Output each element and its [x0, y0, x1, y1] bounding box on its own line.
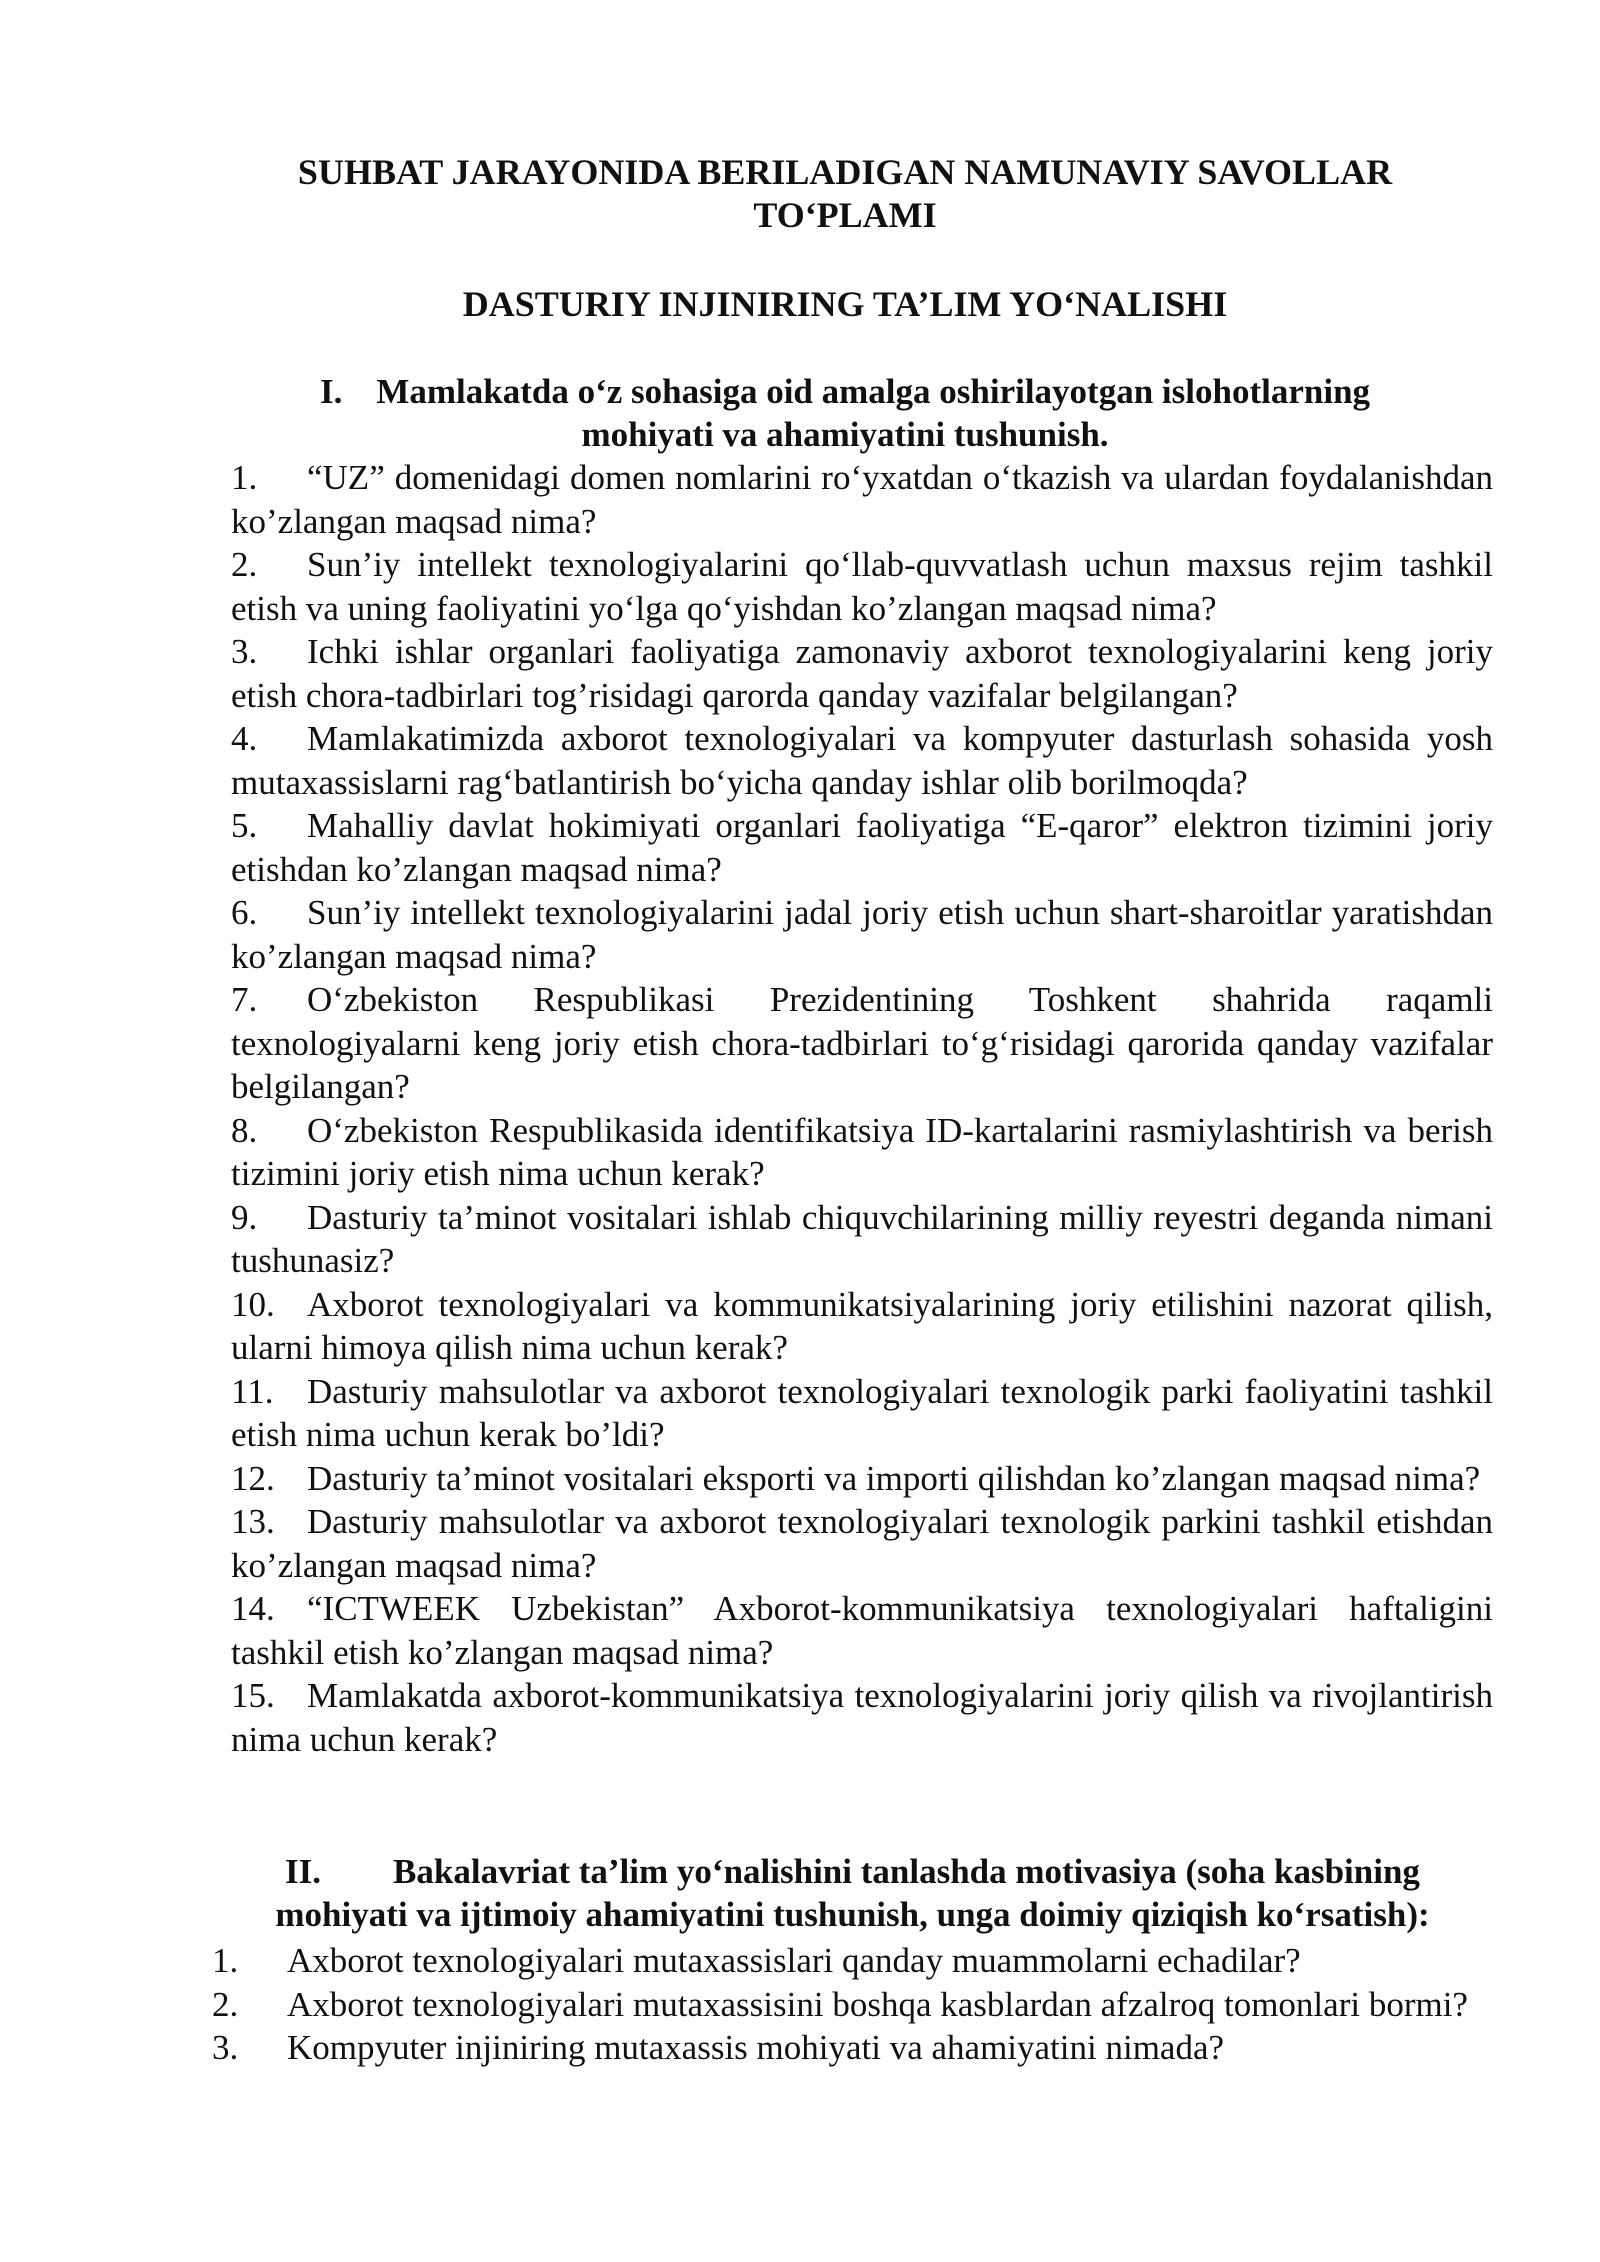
question-number: 3. [212, 2028, 239, 2067]
question-text: Mamlakatda axborot-kommunikatsiya texnologiyalarini joriy qilish va rivojlantirish nima uchun kerak? [231, 1676, 1493, 1759]
section-1-heading-text-1: Mamlakatda o‘z sohasiga oid amalga oshirilayotgan islohotlarning [376, 372, 1371, 411]
section-2-heading [212, 1850, 1493, 1936]
section-2-number: II. [285, 1852, 322, 1891]
section-1-question-list [231, 456, 1493, 1761]
question-text: Mahalliy davlat hokimiyati organlari faoliyatiga “E-qaror” elektron tizimini joriy etishdan ko’zlangan maqsad nima? [231, 806, 1493, 889]
question-number: 12. [231, 1458, 275, 1498]
question-text: Kompyuter injiniring mutaxassis mohiyati va ahamiyatini nimada? [287, 2028, 1225, 2067]
question-text: Dasturiy mahsulotlar va axborot texnologiyalari texnologik parkini tashkil etishdan ko’zlangan maqsad nima? [231, 1502, 1493, 1585]
question-item [212, 2026, 1493, 2070]
question-number: 9. [231, 1197, 258, 1237]
question-item [231, 1370, 1493, 1457]
question-item [231, 1587, 1493, 1674]
question-text: Axborot texnologiyalari va kommunikatsiyalarining joriy etilishini nazorat qilish, ularni himoya qilish nima uchun kerak? [231, 1284, 1493, 1367]
question-text: O‘zbekiston Respublikasi Prezidentining Toshkent shahrida raqamli texnologiyalarni keng joriy etish chora-tadbirlari to‘g‘risidagi qarorida qanday vazifalar belgilangan? [231, 980, 1493, 1106]
question-item [212, 1939, 1493, 1983]
question-item [231, 804, 1493, 891]
question-item [231, 978, 1493, 1109]
question-item [231, 891, 1493, 978]
question-number: 14. [231, 1589, 275, 1628]
question-item [231, 1457, 1493, 1501]
section-2-question-list [212, 1939, 1493, 2070]
title-line-1: SUHBAT JARAYONIDA BERILADIGAN NAMUNAVIY SAVOLLAR [297, 152, 1393, 192]
question-number: 15. [231, 1676, 275, 1715]
question-number: 10. [231, 1284, 275, 1324]
section-1-heading-line-1 [230, 370, 1460, 413]
section-1-heading-line-2: mohiyati va ahamiyatini tushunish. [581, 415, 1109, 454]
question-number: 7. [231, 980, 258, 1019]
question-item [231, 1196, 1493, 1283]
question-number: 1. [212, 1941, 239, 1980]
question-text: Dasturiy mahsulotlar va axborot texnologiyalari texnologik parki faoliyatini tashkil etish nima uchun kerak bo’ldi? [231, 1371, 1493, 1454]
question-text: Ichki ishlar organlari faoliyatiga zamonaviy axborot texnologiyalarini keng joriy etish chora-tadbirlari tog’risidagi qarorda qanday vazifalar belgilangan? [231, 632, 1493, 715]
question-text: Dasturiy ta’minot vositalari ishlab chiquvchilarining milliy reyestri deganda nimani tushunasiz? [231, 1197, 1493, 1280]
question-number: 5. [231, 806, 258, 845]
question-number: 1. [231, 458, 258, 497]
title-line-2: TO‘PLAMI [753, 195, 937, 235]
question-item [231, 1109, 1493, 1196]
question-text: “UZ” domenidagi domen nomlarini ro‘yxatdan o‘tkazish va ulardan foydalanishdan ko’zlangan maqsad nima? [231, 458, 1493, 541]
question-number: 11. [231, 1371, 274, 1411]
question-item [231, 543, 1493, 630]
document-subtitle: DASTURIY INJINIRING TA’LIM YO‘NALISHI [462, 284, 1228, 324]
question-text: Dasturiy ta’minot vositalari eksporti va importi qilishdan ko’zlangan maqsad nima? [307, 1458, 1481, 1498]
question-item [231, 1283, 1493, 1370]
question-text: Axborot texnologiyalari mutaxassisini boshqa kasblardan afzalroq tomonlari bormi? [287, 1984, 1468, 2024]
question-item [212, 1983, 1493, 2027]
question-number: 8. [231, 1110, 258, 1150]
question-number: 2. [212, 1984, 239, 2024]
question-text: Mamlakatimizda axborot texnologiyalari va kompyuter dasturlash sohasida yosh mutaxassislarni rag‘batlantirish bo‘yicha qanday ishlar olib borilmoqda? [231, 719, 1493, 802]
question-item [231, 630, 1493, 717]
question-text: Sun’iy intellekt texnologiyalarini qo‘llab-quvvatlash uchun maxsus rejim tashkil etish va uning faoliyatini yo‘lga qo‘yishdan ko’zlangan maqsad nima? [231, 545, 1493, 628]
section-2-heading-line-1 [212, 1850, 1493, 1893]
document-title [230, 151, 1460, 237]
question-number: 2. [231, 545, 258, 584]
question-text: “ICTWEEK Uzbekistan” Axborot-kommunikatsiya texnologiyalari haftaligini tashkil etish ko’zlangan maqsad nima? [231, 1589, 1493, 1672]
question-number: 3. [231, 632, 258, 671]
question-item [231, 1674, 1493, 1761]
section-1-heading [230, 370, 1460, 456]
question-number: 13. [231, 1502, 275, 1541]
question-item [231, 1500, 1493, 1587]
section-1-number: I. [319, 372, 343, 411]
question-text: Axborot texnologiyalari mutaxassislari qanday muammolarni echadilar? [287, 1941, 1301, 1980]
question-number: 4. [231, 719, 258, 758]
section-2-heading-line-2: mohiyati va ijtimoiy ahamiyatini tushunish, unga doimiy qiziqish ko‘rsatish): [275, 1895, 1430, 1934]
question-item [231, 456, 1493, 543]
question-text: O‘zbekiston Respublikasida identifikatsiya ID-kartalarini rasmiylashtirish va berish tizimini joriy etish nima uchun kerak? [231, 1110, 1493, 1193]
question-text: Sun’iy intellekt texnologiyalarini jadal joriy etish uchun shart-sharoitlar yaratishdan ko’zlangan maqsad nima? [231, 893, 1493, 976]
question-number: 6. [231, 893, 258, 932]
section-2-heading-text-1: Bakalavriat ta’lim yo‘nalishini tanlashda motivasiya (soha kasbining [393, 1852, 1420, 1891]
question-item [231, 717, 1493, 804]
